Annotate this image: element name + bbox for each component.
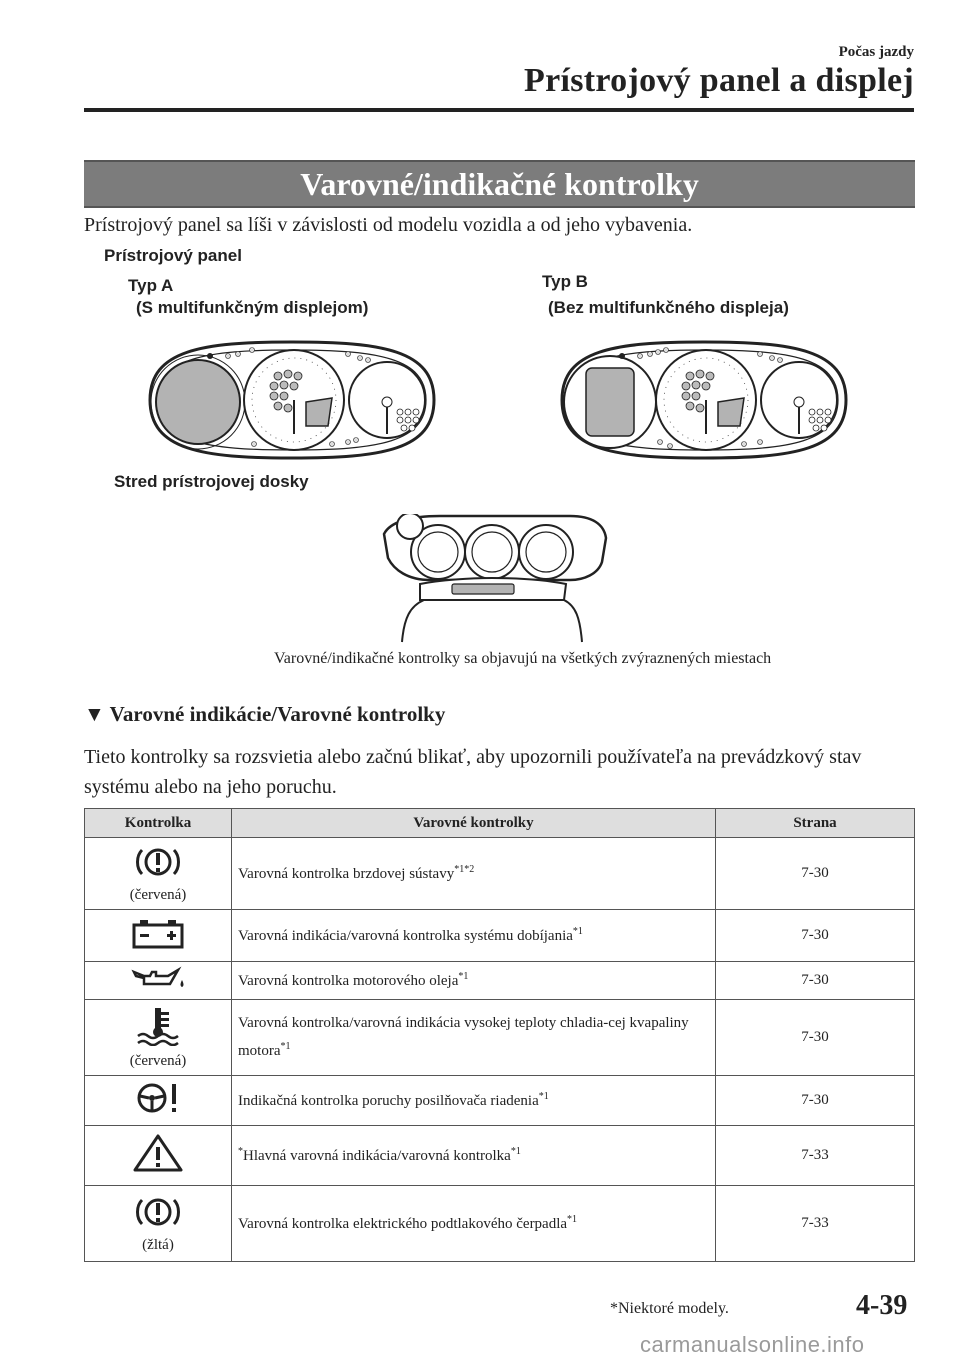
table-row	[85, 1126, 915, 1186]
running-header-title: Prístrojový panel a displej	[524, 62, 914, 99]
warning-lights-table	[84, 808, 915, 1262]
color-note: (červená)	[129, 886, 187, 903]
page-ref: 7-30	[716, 962, 915, 1000]
triangle-bullet-icon: ▼	[84, 702, 110, 726]
section-banner-title: Varovné/indikačné kontrolky	[300, 166, 699, 202]
page-ref: 7-30	[716, 910, 915, 962]
warning-desc: Varovná kontrolka motorového oleja$^{*1}$	[232, 962, 716, 1000]
watermark: carmanualsonline.info	[640, 1332, 865, 1357]
col-header-page: Strana	[716, 809, 915, 838]
oil-can-icon	[130, 966, 186, 990]
brake-warning-icon	[134, 844, 182, 880]
section-heading-text: Varovné indikácie/Varovné kontrolky	[109, 702, 446, 726]
section-banner	[84, 160, 915, 208]
indicator-cell	[85, 1186, 232, 1262]
steering-warning-icon	[134, 1080, 182, 1116]
intro-paragraph: Prístrojový panel sa líši v závislosti od modelu vozidla a od jeho vybavenia.	[84, 214, 693, 236]
page-ref: 7-33	[716, 1186, 915, 1262]
indicator-cell	[85, 838, 232, 910]
page-number: 4-39	[856, 1290, 908, 1321]
center-console-illustration	[380, 514, 610, 644]
indicator-cell	[85, 1126, 232, 1186]
table-header-row	[85, 809, 915, 838]
table-row	[85, 910, 915, 962]
warning-desc: Varovná indikácia/varovná kontrolka systému dobíjania$^{*1}$	[232, 910, 716, 962]
master-warning-icon	[132, 1133, 184, 1173]
figure-label-type-b: Typ B	[542, 272, 588, 291]
figure-label-center: Stred prístrojovej dosky	[114, 472, 309, 491]
table-row	[85, 1000, 915, 1076]
section-heading	[84, 702, 445, 727]
running-header-section: Počas jazdy	[838, 44, 914, 60]
figure-label-panel: Prístrojový panel	[104, 246, 242, 265]
cluster-type-b-illustration	[554, 330, 854, 470]
color-note: (žltá)	[142, 1236, 174, 1253]
warning-desc: Indikačná kontrolka poruchy posilňovača riadenia$^{*1}$	[232, 1076, 716, 1126]
footnote: *Niektoré modely.	[610, 1300, 729, 1317]
indicator-cell	[85, 1000, 232, 1076]
col-header-warning: Varovné kontrolky	[232, 809, 716, 838]
warning-desc: Varovná kontrolka elektrického podtlakového čerpadla$^{*1}$	[232, 1186, 716, 1262]
indicator-cell	[85, 962, 232, 1000]
figure-label-type-a-sub: (S multifunkčným displejom)	[136, 298, 369, 317]
coolant-temp-icon	[134, 1006, 182, 1046]
page-ref: 7-30	[716, 1000, 915, 1076]
color-note: (červená)	[129, 1052, 187, 1069]
table-row	[85, 962, 915, 1000]
page-ref: 7-30	[716, 838, 915, 910]
figure-label-type-b-sub: (Bez multifunkčného displeja)	[548, 298, 789, 317]
section-body: Tieto kontrolky sa rozsvietia alebo začnú blikať, aby upozornili používateľa na prevádzkový stav systému alebo na jeho poruchu.	[84, 746, 862, 798]
figure-label-type-a: Typ A	[128, 276, 174, 295]
page-ref: 7-30	[716, 1076, 915, 1126]
warning-desc: Varovná kontrolka/varovná indikácia vysokej teploty chladia-cej kvapaliny motora$^{*1}$	[232, 1000, 716, 1076]
table-row	[85, 1076, 915, 1126]
col-header-indicator: Kontrolka	[85, 809, 232, 838]
battery-icon	[130, 917, 186, 949]
page-ref: 7-33	[716, 1126, 915, 1186]
table-row	[85, 838, 915, 910]
indicator-cell	[85, 910, 232, 962]
warning-desc: *Hlavná varovná indikácia/varovná kontrolka$^{*1}$	[232, 1126, 716, 1186]
cluster-type-a-illustration	[142, 330, 442, 470]
table-row	[85, 1186, 915, 1262]
vacuum-pump-icon	[134, 1194, 182, 1230]
indicator-cell	[85, 1076, 232, 1126]
figure-caption: Varovné/indikačné kontrolky sa objavujú na všetkých zvýraznených miestach	[274, 650, 772, 667]
header-rule	[84, 108, 914, 112]
warning-desc: Varovná kontrolka brzdovej sústavy$^{*1*2}$	[232, 838, 716, 910]
